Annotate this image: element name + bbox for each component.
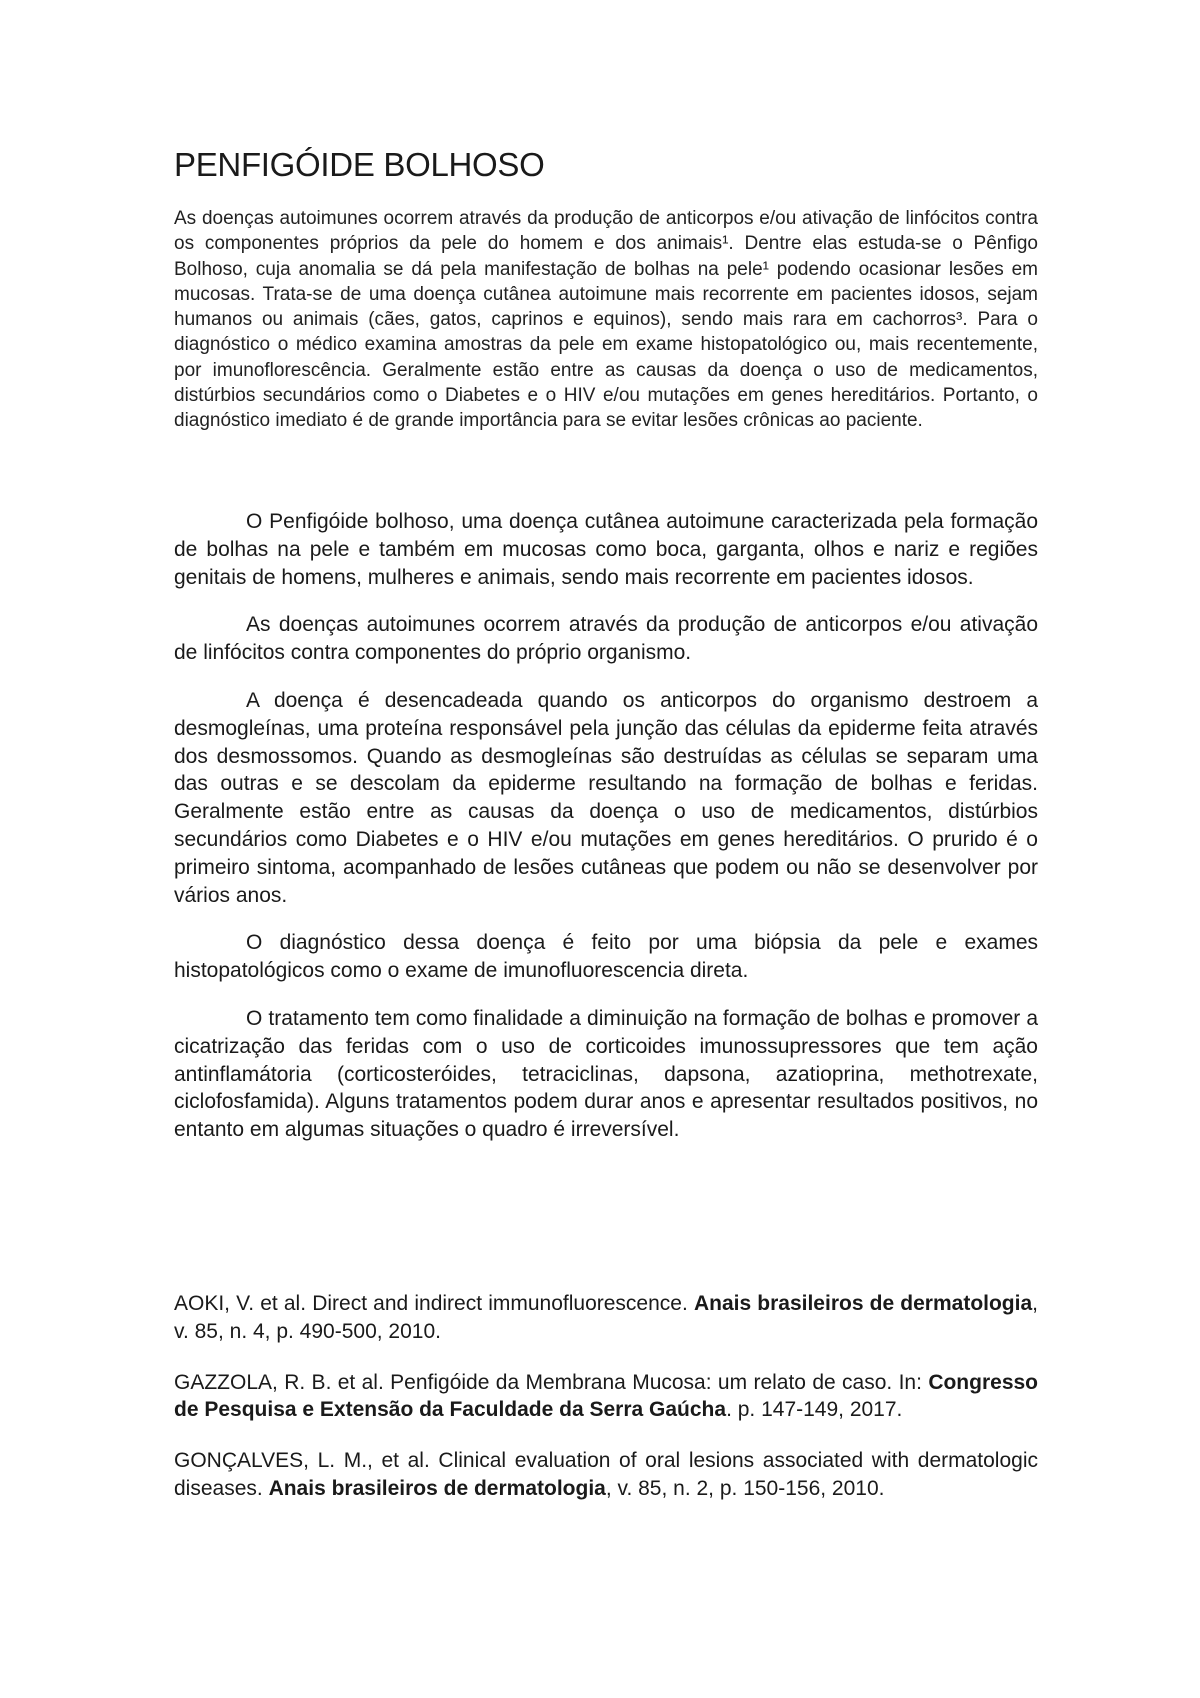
reference-source: Anais brasileiros de dermatologia (693, 1292, 1033, 1315)
reference-details: , v. 85, n. 2, p. 150-156, 2010. (605, 1476, 885, 1500)
body-paragraph: O Penfigóide bolhoso, uma doença cutânea autoimune caracterizada pela formação de bolhas na pele e também em mucosas como boca, garganta, olhos e nariz e regiões genitais de homens, mulheres e animais, sendo mais recorrente em pacientes idosos. (174, 510, 1038, 589)
references-section (174, 1290, 1038, 1526)
body-paragraph: O diagnóstico dessa doença é feito por uma biópsia da pele e exames histopatológicos como o exame de imunofluorescencia direta. (174, 931, 1038, 983)
body-paragraph: As doenças autoimunes ocorrem através da produção de anticorpos e/ou ativação de linfócitos contra componentes do próprio organismo. (174, 613, 1038, 665)
reference-entry (174, 1290, 1038, 1346)
body-paragraph: A doença é desencadeada quando os anticorpos do organismo destroem a desmogleínas, uma proteína responsável pela junção das células da epiderme feita através dos desmossomos. Quando as desmogleínas são destruídas as células se separam uma das outras e se descolam da epiderme resultando na formação de bolhas e feridas. Geralmente estão entre as causas da doença o uso de medicamentos, distúrbios secundários como Diabetes e o HIV e/ou mutações em genes hereditários. O prurido é o primeiro sintoma, acompanhado de lesões cutâneas que podem ou não se desenvolver por vários anos. (174, 688, 1038, 907)
reference-entry (174, 1447, 1038, 1503)
reference-text: GAZZOLA, R. B. et al. Penfigóide da Membrana Mucosa: um relato de caso. In: (174, 1370, 929, 1394)
reference-text: GONÇALVES, L. M., et al. Clinical evaluation of oral lesions associated with dermatologic diseases. (174, 1449, 1038, 1500)
document-title: PENFIGÓIDE BOLHOSO (174, 146, 545, 183)
body-section (174, 508, 1038, 1164)
reference-source: Congresso de Pesquisa e Extensão da Faculdade da Serra Gaúcha (174, 1370, 1038, 1422)
reference-details: , v. 85, n. 4, p. 490-500, 2010. (174, 1292, 1038, 1343)
reference-text: AOKI, V. et al. Direct and indirect immunofluorescence. (174, 1292, 694, 1315)
abstract-paragraph: As doenças autoimunes ocorrem através da produção de anticorpos e/ou ativação de linfócitos contra os componentes próprios da pele do homem e dos animais¹. Dentre elas estuda-se o Pênfigo Bolhoso, cuja anomalia se dá pela manifestação de bolhas na pele¹ podendo ocasionar lesões em mucosas. Trata-se de uma doença cutânea autoimune mais recorrente em pacientes idosos, sejam humanos ou animais (cães, gatos, caprinos e equinos), sendo mais rara em cachorros³. Para o diagnóstico o médico examina amostras da pele em exame histopatológico ou, mais recentemente, por imunoflorescência. Geralmente estão entre as causas da doença o uso de medicamentos, distúrbios secundários como o Diabetes e o HIV e/ou mutações em genes hereditários. Portanto, o diagnóstico imediato é de grande importância para se evitar lesões crônicas ao paciente. (174, 208, 1038, 432)
body-paragraph: O tratamento tem como finalidade a diminuição na formação de bolhas e promover a cicatrização das feridas com o uso de corticoides imunossupressores que tem ação antinflamátoria (corticosteróides, tetraciclinas, dapsona, azatioprina, methotrexate, ciclofosfamida). Alguns tratamentos podem durar anos e apresentar resultados positivos, no entanto em algumas situações o quadro é irreversível. (174, 1006, 1038, 1142)
reference-details: . p. 147-149, 2017. (726, 1398, 903, 1422)
reference-entry (174, 1369, 1038, 1425)
reference-source: Anais brasileiros de dermatologia (268, 1476, 606, 1500)
